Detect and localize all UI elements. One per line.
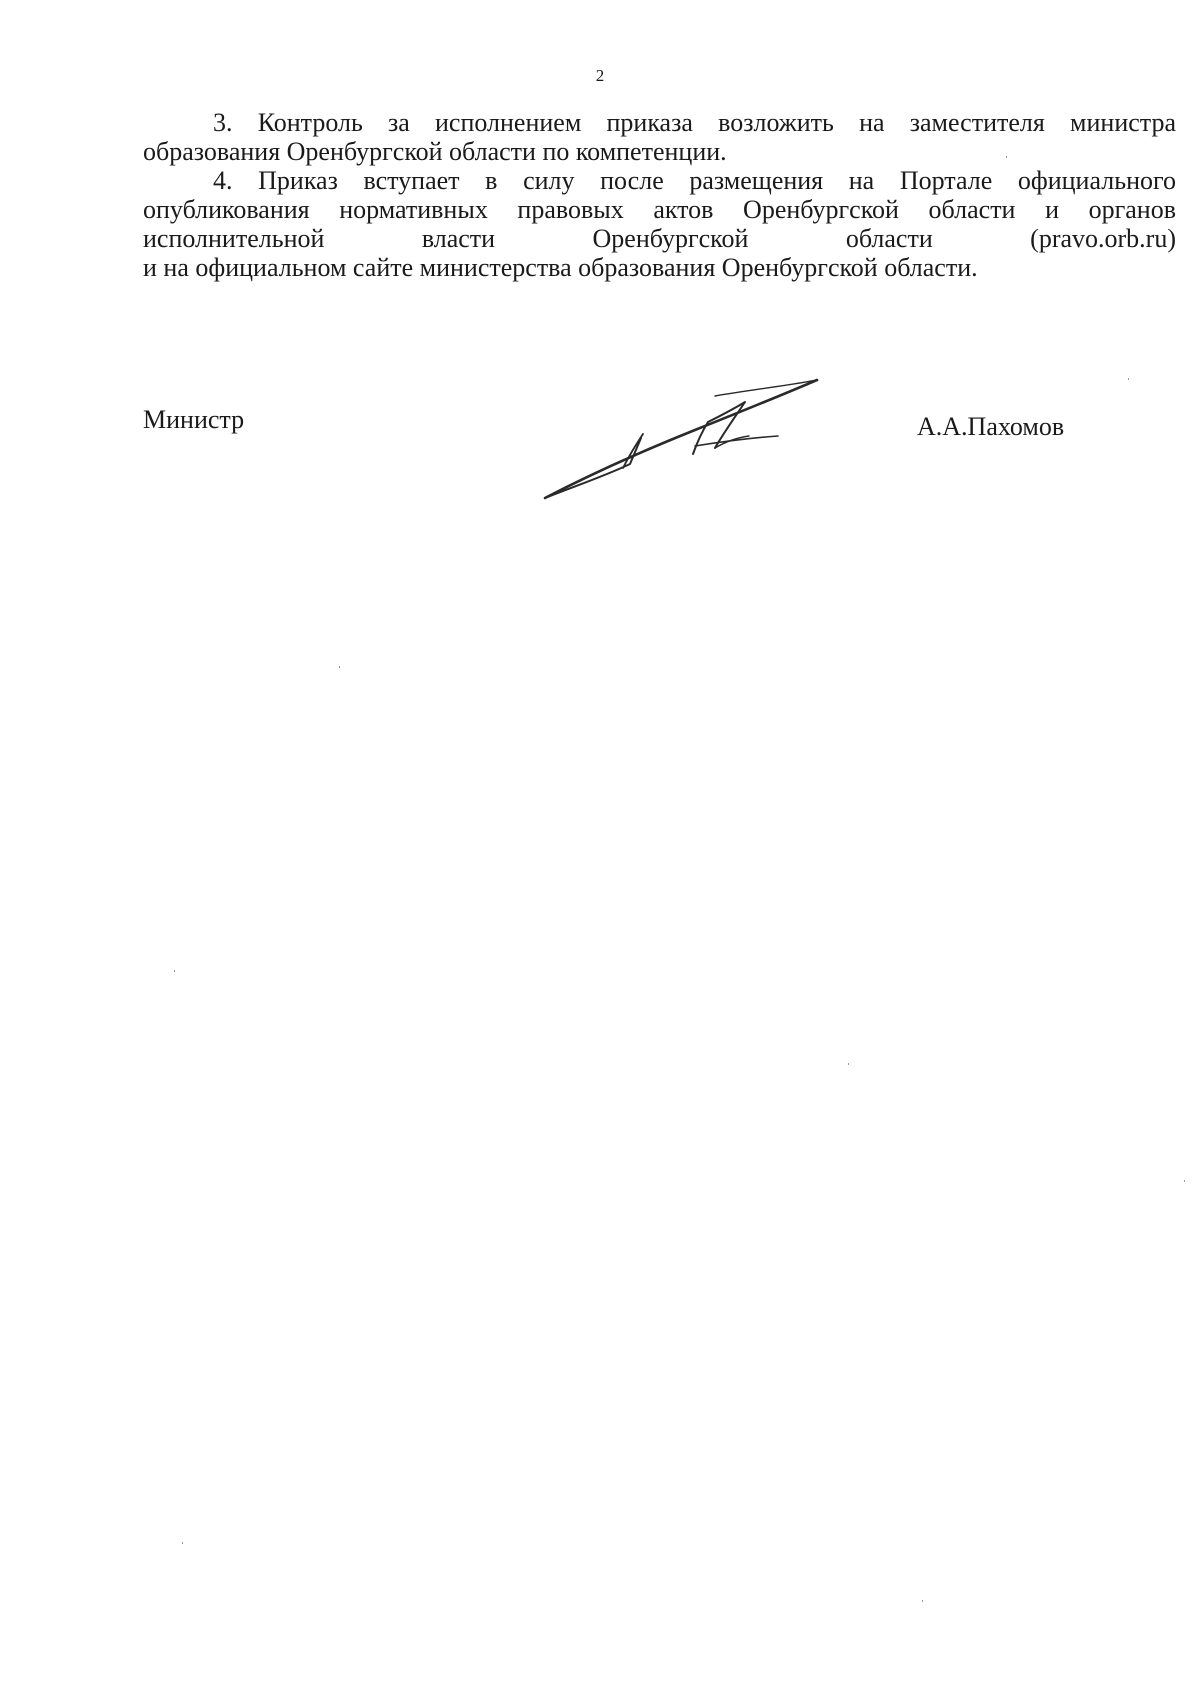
paragraph-line: исполнительной власти Оренбургской области (pravo.orb.ru) xyxy=(143,224,1176,253)
scan-speck xyxy=(182,1542,183,1544)
scan-speck xyxy=(848,1063,849,1065)
paragraph-line: опубликования нормативных правовых актов Оренбургской области и органов xyxy=(143,195,1176,224)
paragraph-line: 3. Контроль за исполнением приказа возложить на заместителя министра xyxy=(213,108,1176,137)
scan-speck xyxy=(1128,378,1129,380)
scan-speck xyxy=(1006,156,1007,158)
paragraph-line: образования Оренбургской области по компетенции. xyxy=(143,137,727,166)
scan-speck xyxy=(1184,1180,1185,1182)
scan-speck xyxy=(922,1600,923,1602)
scan-speck xyxy=(339,666,340,668)
signature-block xyxy=(0,0,1200,520)
signatory-name: А.А.Пахомов xyxy=(917,412,1065,441)
paragraph-line: и на официальном сайте министерства образования Оренбургской области. xyxy=(143,253,978,282)
page-number: 2 xyxy=(595,66,605,85)
scan-speck xyxy=(174,970,175,972)
signatory-position: Министр xyxy=(143,405,245,434)
handwritten-signature xyxy=(535,376,835,506)
paragraph-line: 4. Приказ вступает в силу после размещения на Портале официального xyxy=(213,166,1176,195)
